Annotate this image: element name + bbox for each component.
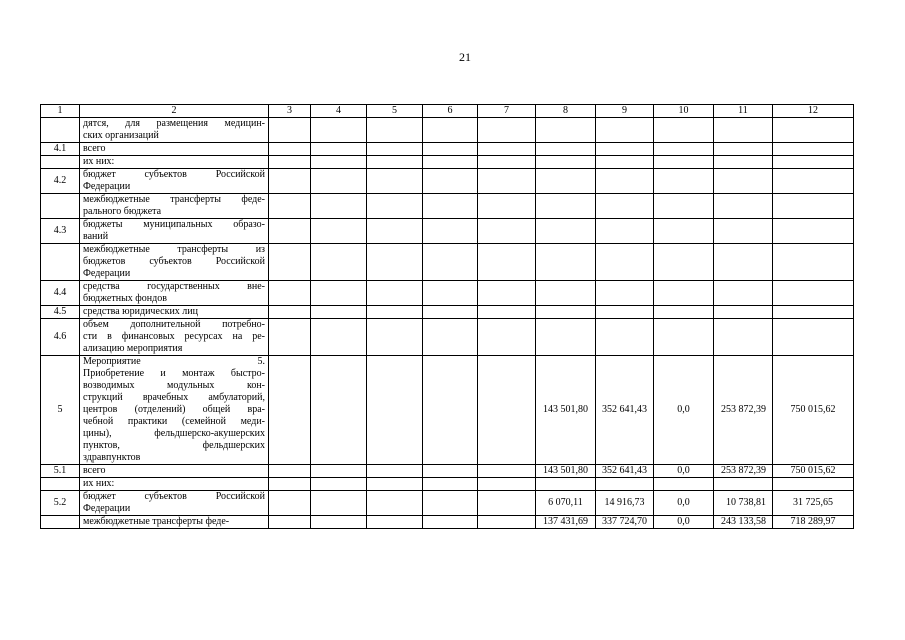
empty-cell	[367, 306, 423, 319]
empty-cell	[269, 244, 311, 281]
value-cell	[654, 219, 714, 244]
value-cell	[654, 118, 714, 143]
description-line: межбюджетные трансферты из	[83, 244, 265, 255]
empty-cell	[269, 478, 311, 491]
value-cell	[773, 306, 854, 319]
table-row	[41, 194, 854, 219]
empty-cell	[367, 219, 423, 244]
table-row	[41, 306, 854, 319]
value-cell	[773, 156, 854, 169]
value-cell	[714, 478, 773, 491]
value-cell	[773, 244, 854, 281]
value-cell: 0,0	[654, 356, 714, 465]
column-header: 11	[714, 105, 773, 118]
empty-cell	[478, 356, 536, 465]
empty-cell	[423, 306, 478, 319]
empty-cell	[269, 169, 311, 194]
budget-table	[40, 104, 854, 529]
value-cell	[714, 156, 773, 169]
column-header: 2	[80, 105, 269, 118]
value-cell: 0,0	[654, 516, 714, 529]
empty-cell	[311, 478, 367, 491]
value-cell: 6 070,11	[536, 491, 596, 516]
empty-cell	[311, 118, 367, 143]
column-header: 12	[773, 105, 854, 118]
empty-cell	[423, 478, 478, 491]
value-cell	[536, 194, 596, 219]
empty-cell	[269, 306, 311, 319]
value-cell	[654, 169, 714, 194]
empty-cell	[423, 143, 478, 156]
description-line: возводимых модульных кон-	[83, 380, 265, 391]
value-cell	[654, 244, 714, 281]
description-line: дятся, для размещения медицин-	[83, 118, 265, 129]
row-description	[80, 219, 269, 244]
row-number: 4.2	[41, 169, 80, 194]
row-description	[80, 306, 269, 319]
value-cell	[714, 281, 773, 306]
empty-cell	[269, 194, 311, 219]
row-number	[41, 478, 80, 491]
description-line: цины), фельдшерско-акушерских	[83, 428, 265, 439]
value-cell: 137 431,69	[536, 516, 596, 529]
value-cell	[536, 244, 596, 281]
description-line: пунктов, фельдшерских	[83, 440, 265, 451]
description-line: бюджеты муниципальных образо-	[83, 219, 265, 230]
description-line: здравпунктов	[83, 452, 141, 463]
empty-cell	[423, 169, 478, 194]
empty-cell	[478, 118, 536, 143]
empty-cell	[367, 118, 423, 143]
description-line: всего	[83, 465, 106, 476]
empty-cell	[367, 356, 423, 465]
description-line: их них:	[83, 156, 115, 167]
value-cell	[596, 281, 654, 306]
row-number	[41, 194, 80, 219]
empty-cell	[478, 194, 536, 219]
value-cell: 0,0	[654, 491, 714, 516]
value-cell	[596, 194, 654, 219]
empty-cell	[269, 465, 311, 478]
row-number	[41, 516, 80, 529]
row-description	[80, 143, 269, 156]
description-line: ваний	[83, 231, 109, 242]
empty-cell	[367, 169, 423, 194]
empty-cell	[367, 465, 423, 478]
empty-cell	[423, 465, 478, 478]
empty-cell	[478, 465, 536, 478]
table-row	[41, 491, 854, 516]
row-number: 5.1	[41, 465, 80, 478]
empty-cell	[478, 169, 536, 194]
description-line: средства юридических лиц	[83, 306, 198, 317]
description-line: струкций врачебных амбулаторий,	[83, 392, 265, 403]
description-line: бюджет субъектов Российской	[83, 169, 265, 180]
value-cell	[536, 219, 596, 244]
table-row	[41, 244, 854, 281]
description-line: ализацию мероприятия	[83, 343, 183, 354]
table-row	[41, 281, 854, 306]
empty-cell	[423, 356, 478, 465]
row-description	[80, 516, 269, 529]
empty-cell	[423, 244, 478, 281]
value-cell	[596, 319, 654, 356]
empty-cell	[311, 465, 367, 478]
value-cell	[596, 306, 654, 319]
value-cell	[773, 118, 854, 143]
value-cell	[596, 219, 654, 244]
table-row	[41, 516, 854, 529]
empty-cell	[269, 281, 311, 306]
value-cell: 352 641,43	[596, 465, 654, 478]
column-header: 1	[41, 105, 80, 118]
value-cell	[536, 319, 596, 356]
table-row	[41, 156, 854, 169]
row-number: 4.4	[41, 281, 80, 306]
row-number: 5.2	[41, 491, 80, 516]
table-row	[41, 356, 854, 465]
value-cell	[714, 306, 773, 319]
value-cell	[714, 244, 773, 281]
table-row	[41, 465, 854, 478]
value-cell: 0,0	[654, 465, 714, 478]
value-cell	[536, 306, 596, 319]
empty-cell	[423, 281, 478, 306]
empty-cell	[367, 281, 423, 306]
empty-cell	[311, 491, 367, 516]
empty-cell	[311, 356, 367, 465]
value-cell: 14 916,73	[596, 491, 654, 516]
value-cell	[654, 156, 714, 169]
value-cell	[654, 319, 714, 356]
value-cell	[654, 281, 714, 306]
empty-cell	[478, 219, 536, 244]
row-description	[80, 465, 269, 478]
value-cell: 750 015,62	[773, 356, 854, 465]
description-line: межбюджетные трансферты феде-	[83, 194, 265, 205]
value-cell	[536, 169, 596, 194]
page-number: 21	[459, 50, 471, 64]
row-description	[80, 478, 269, 491]
column-header: 6	[423, 105, 478, 118]
empty-cell	[269, 219, 311, 244]
value-cell: 31 725,65	[773, 491, 854, 516]
table-row	[41, 169, 854, 194]
empty-cell	[478, 281, 536, 306]
value-cell	[714, 219, 773, 244]
value-cell: 253 872,39	[714, 465, 773, 478]
row-number	[41, 118, 80, 143]
description-line: Мероприятие 5.	[83, 356, 265, 367]
value-cell	[714, 319, 773, 356]
row-description	[80, 491, 269, 516]
description-line: чебной практики (семейной меди-	[83, 416, 265, 427]
value-cell: 253 872,39	[714, 356, 773, 465]
row-number	[41, 156, 80, 169]
empty-cell	[367, 156, 423, 169]
empty-cell	[423, 194, 478, 219]
table-row	[41, 143, 854, 156]
description-line: их них:	[83, 478, 115, 489]
description-line: рального бюджета	[83, 206, 162, 217]
value-cell	[536, 281, 596, 306]
description-line: Федерации	[83, 181, 131, 192]
value-cell	[536, 118, 596, 143]
value-cell	[654, 306, 714, 319]
description-line: бюджет субъектов Российской	[83, 491, 265, 502]
value-cell	[714, 194, 773, 219]
row-number: 4.5	[41, 306, 80, 319]
table-row	[41, 118, 854, 143]
empty-cell	[367, 478, 423, 491]
description-line: ских организаций	[83, 130, 159, 141]
empty-cell	[423, 491, 478, 516]
value-cell	[773, 194, 854, 219]
value-cell	[596, 478, 654, 491]
empty-cell	[367, 491, 423, 516]
empty-cell	[311, 281, 367, 306]
value-cell	[654, 194, 714, 219]
row-number: 5	[41, 356, 80, 465]
row-description	[80, 356, 269, 465]
empty-cell	[311, 143, 367, 156]
empty-cell	[367, 516, 423, 529]
value-cell	[596, 244, 654, 281]
description-line: Приобретение и монтаж быстро-	[83, 368, 265, 379]
empty-cell	[478, 491, 536, 516]
empty-cell	[311, 306, 367, 319]
value-cell: 750 015,62	[773, 465, 854, 478]
description-line: объем дополнительной потребно-	[83, 319, 265, 330]
description-line: бюджетов субъектов Российской	[83, 256, 265, 267]
empty-cell	[423, 516, 478, 529]
table-row	[41, 219, 854, 244]
row-description	[80, 194, 269, 219]
value-cell	[596, 169, 654, 194]
value-cell	[773, 219, 854, 244]
description-line: межбюджетные трансферты феде-	[83, 516, 230, 527]
row-description	[80, 169, 269, 194]
row-number: 4.1	[41, 143, 80, 156]
value-cell	[536, 478, 596, 491]
value-cell	[714, 118, 773, 143]
description-line: средства государственных вне-	[83, 281, 265, 292]
column-header: 7	[478, 105, 536, 118]
empty-cell	[311, 516, 367, 529]
value-cell: 337 724,70	[596, 516, 654, 529]
value-cell	[773, 143, 854, 156]
empty-cell	[367, 244, 423, 281]
value-cell	[596, 143, 654, 156]
value-cell	[714, 143, 773, 156]
value-cell: 10 738,81	[714, 491, 773, 516]
empty-cell	[311, 156, 367, 169]
empty-cell	[478, 306, 536, 319]
column-header: 4	[311, 105, 367, 118]
empty-cell	[311, 244, 367, 281]
empty-cell	[423, 319, 478, 356]
value-cell	[773, 319, 854, 356]
description-line: центров (отделений) общей вра-	[83, 404, 265, 415]
row-description	[80, 118, 269, 143]
row-description	[80, 281, 269, 306]
value-cell: 243 133,58	[714, 516, 773, 529]
column-header: 3	[269, 105, 311, 118]
empty-cell	[423, 118, 478, 143]
value-cell	[654, 478, 714, 491]
empty-cell	[269, 516, 311, 529]
empty-cell	[269, 319, 311, 356]
empty-cell	[367, 143, 423, 156]
column-number-row	[41, 105, 854, 118]
description-line: Федерации	[83, 503, 131, 514]
empty-cell	[269, 118, 311, 143]
value-cell	[596, 156, 654, 169]
value-cell	[773, 281, 854, 306]
empty-cell	[478, 319, 536, 356]
empty-cell	[269, 156, 311, 169]
column-header: 10	[654, 105, 714, 118]
empty-cell	[269, 491, 311, 516]
value-cell: 352 641,43	[596, 356, 654, 465]
row-number: 4.6	[41, 319, 80, 356]
row-number	[41, 244, 80, 281]
description-line: Федерации	[83, 268, 131, 279]
empty-cell	[311, 319, 367, 356]
column-header: 9	[596, 105, 654, 118]
row-description	[80, 319, 269, 356]
empty-cell	[423, 219, 478, 244]
value-cell	[536, 143, 596, 156]
empty-cell	[478, 244, 536, 281]
description-line: сти в финансовых ресурсах на ре-	[83, 331, 265, 342]
empty-cell	[367, 319, 423, 356]
value-cell: 143 501,80	[536, 465, 596, 478]
row-description	[80, 244, 269, 281]
empty-cell	[311, 194, 367, 219]
value-cell	[773, 478, 854, 491]
empty-cell	[478, 516, 536, 529]
value-cell: 718 289,97	[773, 516, 854, 529]
empty-cell	[423, 156, 478, 169]
empty-cell	[478, 156, 536, 169]
row-number: 4.3	[41, 219, 80, 244]
table-row	[41, 319, 854, 356]
value-cell	[596, 118, 654, 143]
value-cell	[714, 169, 773, 194]
description-line: бюджетных фондов	[83, 293, 167, 304]
empty-cell	[311, 169, 367, 194]
empty-cell	[478, 478, 536, 491]
column-header: 8	[536, 105, 596, 118]
value-cell	[773, 169, 854, 194]
empty-cell	[269, 143, 311, 156]
empty-cell	[311, 219, 367, 244]
row-description	[80, 156, 269, 169]
empty-cell	[367, 194, 423, 219]
table-row	[41, 478, 854, 491]
description-line: всего	[83, 143, 106, 154]
empty-cell	[478, 143, 536, 156]
value-cell: 143 501,80	[536, 356, 596, 465]
value-cell	[536, 156, 596, 169]
column-header: 5	[367, 105, 423, 118]
empty-cell	[269, 356, 311, 465]
value-cell	[654, 143, 714, 156]
